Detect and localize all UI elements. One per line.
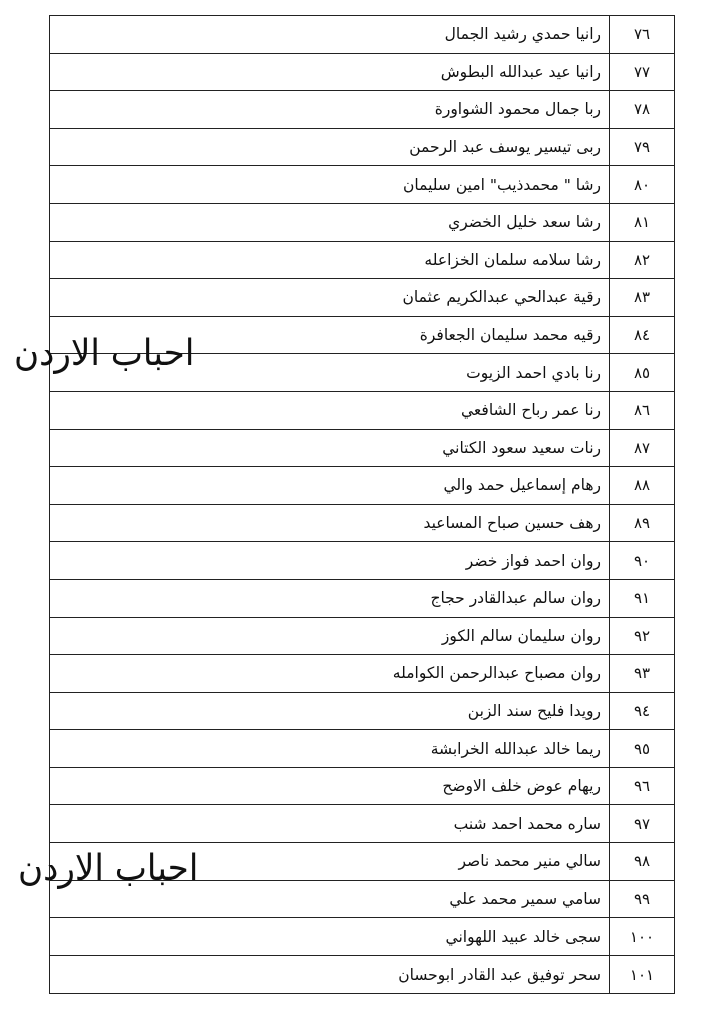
row-number: ٧٨ bbox=[609, 91, 674, 128]
row-number: ٩٣ bbox=[609, 655, 674, 692]
row-name: رنا عمر رباح الشافعي bbox=[461, 401, 601, 420]
table-row bbox=[50, 242, 674, 280]
table-row bbox=[50, 204, 674, 242]
row-name: رشا سعد خليل الخضري bbox=[448, 213, 601, 232]
watermark-text: احباب الاردن bbox=[14, 333, 195, 374]
table-row bbox=[50, 467, 674, 505]
row-number: ٨٠ bbox=[609, 166, 674, 203]
row-name: روان سليمان سالم الكوز bbox=[441, 626, 601, 645]
table-row bbox=[50, 805, 674, 843]
row-number: ٩٥ bbox=[609, 730, 674, 767]
row-name: رهام إسماعيل حمد والي bbox=[443, 476, 601, 495]
row-name: روان سالم عبدالقادر حجاج bbox=[430, 589, 601, 608]
table-row bbox=[50, 16, 674, 54]
table-row bbox=[50, 956, 674, 994]
table-row bbox=[50, 392, 674, 430]
row-name: رقيه محمد سليمان الجعافرة bbox=[419, 326, 601, 345]
row-name: ساره محمد احمد شنب bbox=[453, 814, 601, 833]
row-name: رنا بادي احمد الزيوت bbox=[466, 363, 601, 382]
row-name: روان مصباح عبدالرحمن الكوامله bbox=[392, 664, 601, 683]
table-row bbox=[50, 768, 674, 806]
row-number: ٩٠ bbox=[609, 542, 674, 579]
row-name: سحر توفيق عبد القادر ابوحسان bbox=[398, 965, 601, 984]
row-number: ٧٩ bbox=[609, 129, 674, 166]
row-number: ٨٦ bbox=[609, 392, 674, 429]
row-number: ٨٧ bbox=[609, 430, 674, 467]
row-name: رويدا فليح سند الزبن bbox=[467, 701, 601, 720]
row-number: ٩٧ bbox=[609, 805, 674, 842]
row-number: ٨٩ bbox=[609, 505, 674, 542]
row-name: رانيا حمدي رشيد الجمال bbox=[444, 25, 601, 44]
row-name: رنات سعيد سعود الكتاني bbox=[442, 438, 601, 457]
row-number: ١٠١ bbox=[609, 956, 674, 994]
row-name: رانيا عيد عبدالله البطوش bbox=[440, 62, 601, 81]
row-name: ربى تيسير يوسف عبد الرحمن bbox=[409, 138, 601, 157]
table-row bbox=[50, 166, 674, 204]
table-row bbox=[50, 655, 674, 693]
row-name: سجى خالد عبيد اللهواني bbox=[445, 927, 601, 946]
row-name: سامي سمير محمد علي bbox=[449, 889, 601, 908]
row-number: ١٠٠ bbox=[609, 918, 674, 955]
row-number: ٩٢ bbox=[609, 618, 674, 655]
row-name: ربا جمال محمود الشواورة bbox=[434, 100, 601, 119]
row-number: ٨٤ bbox=[609, 317, 674, 354]
row-number: ٨١ bbox=[609, 204, 674, 241]
row-name: ريما خالد عبدالله الخرابشة bbox=[430, 739, 601, 758]
row-name: سالي منير محمد ناصر bbox=[458, 852, 601, 871]
table-row bbox=[50, 730, 674, 768]
row-name: رهف حسين صباح المساعيد bbox=[423, 514, 601, 533]
table-row bbox=[50, 505, 674, 543]
row-number: ٩٨ bbox=[609, 843, 674, 880]
table-row bbox=[50, 129, 674, 167]
row-number: ٩٩ bbox=[609, 881, 674, 918]
row-number: ٩١ bbox=[609, 580, 674, 617]
table-row bbox=[50, 430, 674, 468]
row-number: ٧٦ bbox=[609, 16, 674, 53]
row-name: روان احمد فواز خضر bbox=[465, 551, 601, 570]
row-number: ٨٨ bbox=[609, 467, 674, 504]
table-row bbox=[50, 693, 674, 731]
row-number: ٨٥ bbox=[609, 354, 674, 391]
table-row bbox=[50, 618, 674, 656]
row-number: ٨٣ bbox=[609, 279, 674, 316]
table-row bbox=[50, 91, 674, 129]
row-number: ٩٤ bbox=[609, 693, 674, 730]
watermark-text: احباب الاردن bbox=[18, 848, 199, 889]
row-number: ٨٢ bbox=[609, 242, 674, 279]
row-name: رشا سلامه سلمان الخزاعله bbox=[424, 250, 601, 269]
row-name: ريهام عوض خلف الاوضح bbox=[442, 777, 601, 796]
table-row bbox=[50, 279, 674, 317]
row-name: رشا " محمدذيب" امين سليمان bbox=[403, 175, 601, 194]
row-number: ٧٧ bbox=[609, 54, 674, 91]
table-row bbox=[50, 580, 674, 618]
table-row bbox=[50, 542, 674, 580]
row-name: رقية عبدالحي عبدالكريم عثمان bbox=[402, 288, 601, 307]
table-row bbox=[50, 918, 674, 956]
row-number: ٩٦ bbox=[609, 768, 674, 805]
table-row bbox=[50, 54, 674, 92]
